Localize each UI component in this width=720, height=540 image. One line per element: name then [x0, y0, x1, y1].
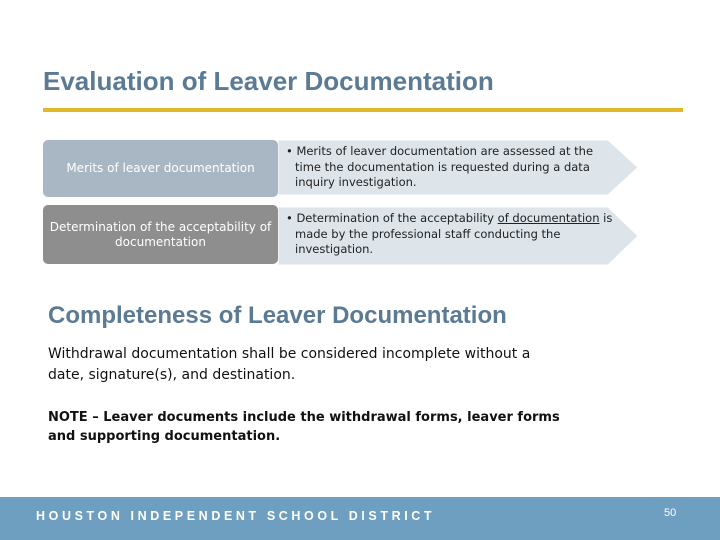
row2-bullet	[286, 211, 616, 258]
row1-label-box	[43, 140, 278, 197]
row2-bullet-text	[286, 211, 616, 258]
row2-label: Determination of the acceptability of documentation	[49, 219, 272, 249]
row1-bullet-text	[286, 144, 616, 191]
note-text: NOTE – Leaver documents include the withdrawal forms, leaver forms and supporting documentation.	[48, 410, 560, 444]
row2-bullet-underlined: of documentation	[497, 211, 600, 225]
paragraph-emphasis: incomplete	[382, 346, 461, 362]
row1-label: Merits of leaver documentation	[66, 161, 255, 175]
paragraph-post: without a date, signature(s), and destination.	[48, 346, 531, 383]
slide-title: Evaluation of Leaver Documentation	[43, 66, 494, 96]
row2-bullet-pre: • Determination of the acceptability	[286, 211, 498, 225]
section-subtitle: Completeness of Leaver Documentation	[48, 302, 507, 329]
title-underline	[43, 108, 683, 112]
page-number: 50	[664, 507, 677, 519]
row2-label-box	[43, 205, 278, 264]
footer-organization: HOUSTON INDEPENDENT SCHOOL DISTRICT	[36, 509, 436, 523]
row2-arrow	[278, 203, 640, 269]
row1-arrow	[278, 136, 640, 199]
paragraph-pre: Withdrawal documentation shall be considered	[48, 346, 383, 362]
completeness-paragraph	[48, 344, 568, 386]
row2-bullet-post: is made by the professional staff conducting the investigation.	[295, 211, 613, 256]
footer-bar	[0, 497, 720, 540]
row1-bullet: • Merits of leaver documentation are assessed at the time the documentation is requested during a data inquiry investigation.	[286, 144, 594, 189]
